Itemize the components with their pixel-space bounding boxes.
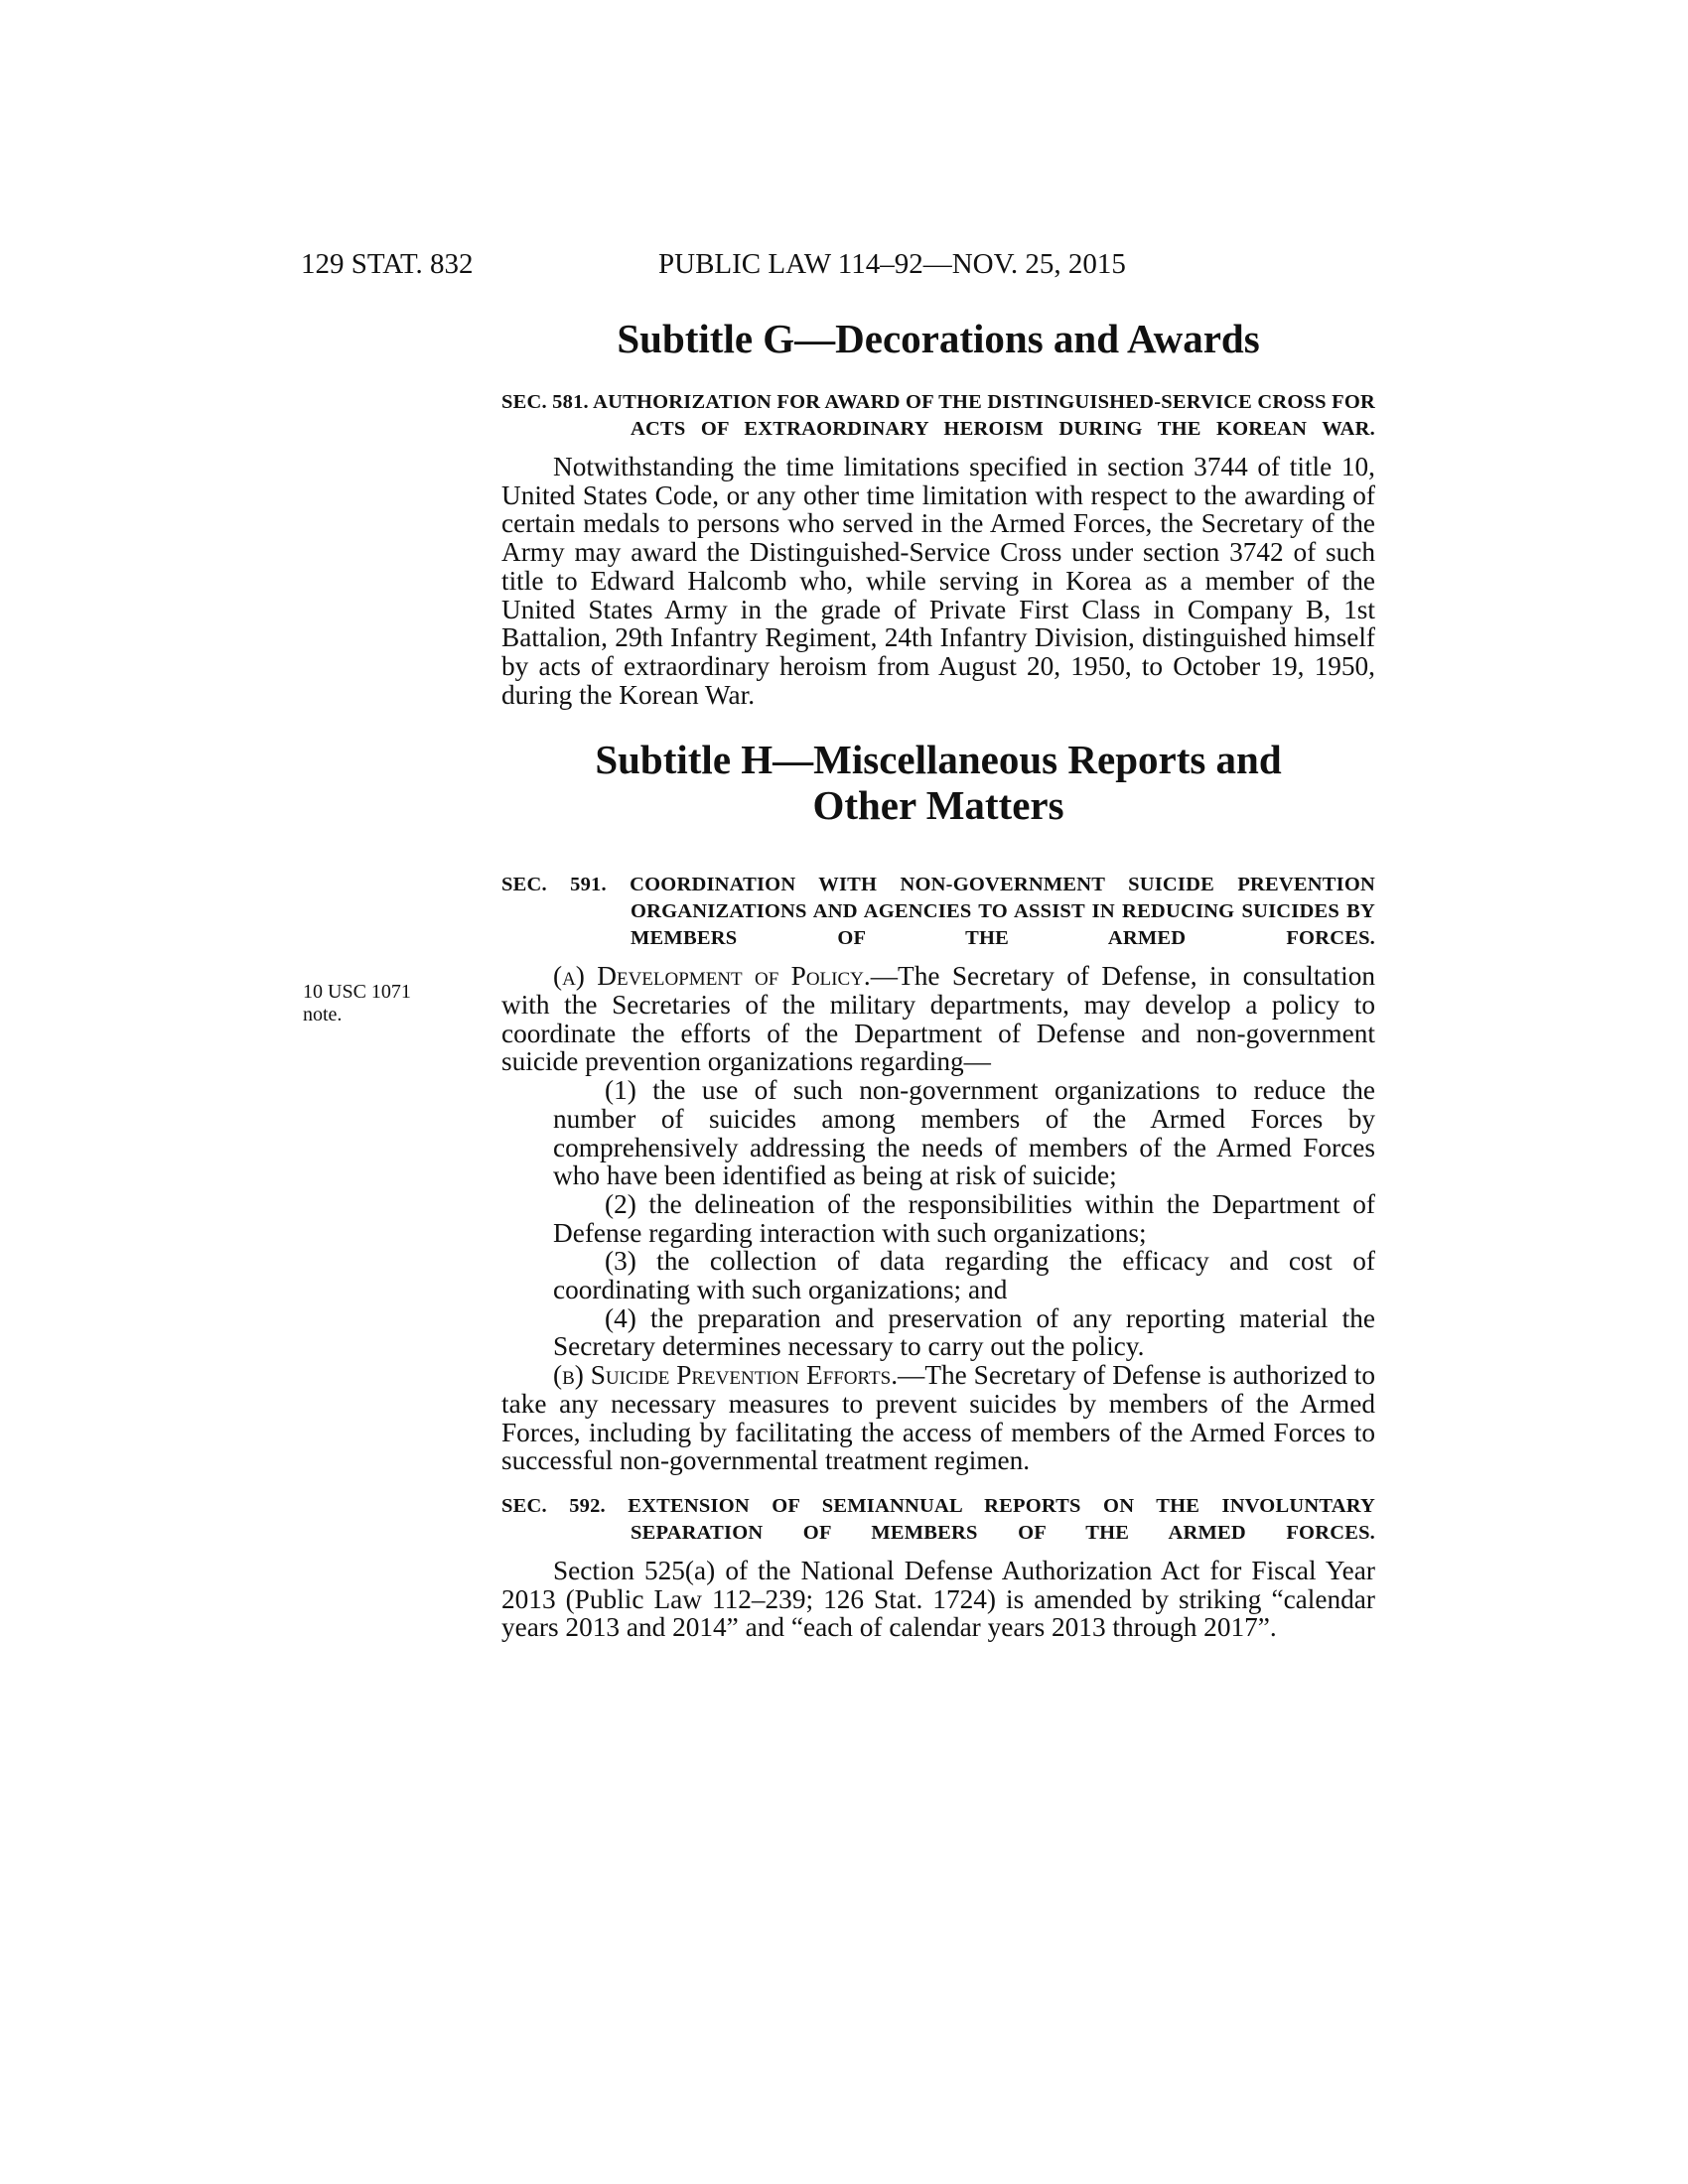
section-592-title: EXTENSION OF SEMIANNUAL REPORTS ON THE INVOLUNTARY SEPARATION OF MEMBERS OF THE ARMED FORCES. [628, 1494, 1375, 1544]
paragraph-1: (1) the use of such non-government organizations to reduce the number of suicides among members of the Armed Forces by comprehensively addressing the needs of members of the Armed Forces who have been identified as being at risk of suicide; [553, 1075, 1375, 1191]
subsection-b-body: —The Secretary of Defense is authorized to take any necessary measures to prevent suicides by members of the Armed Forces, including by facilitating the access of members of the Armed Forces to successful non-governmental treatment regimen. [501, 1360, 1375, 1476]
section-581-body: Notwithstanding the time limitations specified in section 3744 of title 10, United States Code, or any other time limitation with respect to the awarding of certain medals to persons who served in the Armed Forces, the Secretary of the Army may award the Distinguished-Service Cross under section 3742 of such title to Edward Halcomb who, while serving in Korea as a member of the United States Army in the grade of Private First Class in Company B, 1st Battalion, 29th Infantry Regiment, 24th Infantry Division, distinguished himself by acts of extraordinary heroism from August 20, 1950, to October 19, 1950, during the Korean War. [501, 452, 1375, 710]
section-591 [501, 872, 1375, 1475]
section-592-body: Section 525(a) of the National Defense Authorization Act for Fiscal Year 2013 (Public Law 112–239; 126 Stat. 1724) is amended by striking “calendar years 2013 and 2014” and “each of calendar years 2013 through 2017”. [501, 1555, 1375, 1643]
document-body [501, 316, 1375, 1642]
section-592-heading [501, 1493, 1375, 1547]
subsection-b-heading: (b) Suicide Prevention Efforts. [553, 1360, 899, 1391]
subtitle-h-heading [501, 737, 1375, 828]
subsection-a-heading: (a) Development of Policy. [553, 961, 871, 992]
public-law-citation: PUBLIC LAW 114–92—NOV. 25, 2015 [658, 248, 1126, 280]
section-591-label: SEC. 591. [501, 874, 607, 896]
paragraph-2: (2) the delineation of the responsibilities within the Department of Defense regarding interaction with such organizations; [553, 1188, 1375, 1248]
subtitle-h-line2: Other Matters [812, 782, 1064, 829]
paragraph-3: (3) the collection of data regarding the efficacy and cost of coordinating with such organizations; and [553, 1246, 1375, 1305]
section-592 [501, 1493, 1375, 1642]
margin-note [303, 981, 452, 1026]
margin-note-citation: 10 USC 1071 [303, 981, 411, 1003]
subtitle-g-heading: Subtitle G—Decorations and Awards [617, 316, 1260, 361]
margin-note-suffix: note. [303, 1004, 343, 1025]
section-581-heading [501, 389, 1375, 443]
subsection-a-body: —The Secretary of Defense, in consultation with the Secretaries of the military departments, may develop a policy to coordinate the efforts of the Department of Defense and non-government suicide prevention organizations regarding— [501, 961, 1375, 1077]
subtitle-h-line1: Subtitle H—Miscellaneous Reports and [595, 737, 1282, 783]
page-header [301, 248, 1373, 288]
subsection-a [501, 962, 1375, 1076]
section-591-heading [501, 872, 1375, 952]
section-592-label: SEC. 592. [501, 1494, 606, 1517]
section-591-title: COORDINATION WITH NON-GOVERNMENT SUICIDE PREVENTION ORGANIZATIONS AND AGENCIES TO ASSIST IN REDUCING SUICIDES BY MEMBERS OF THE ARMED FORCES. [630, 874, 1375, 950]
statute-page-number: 129 STAT. 832 [301, 248, 474, 280]
section-581 [501, 389, 1375, 709]
section-581-title: AUTHORIZATION FOR AWARD OF THE DISTINGUISHED-SERVICE CROSS FOR ACTS OF EXTRAORDINARY HEROISM DURING THE KOREAN WAR. [593, 391, 1375, 440]
paragraph-4: (4) the preparation and preservation of any reporting material the Secretary determines necessary to carry out the policy. [553, 1302, 1375, 1362]
section-581-label: SEC. 581. [501, 391, 589, 413]
subsection-b [501, 1361, 1375, 1475]
